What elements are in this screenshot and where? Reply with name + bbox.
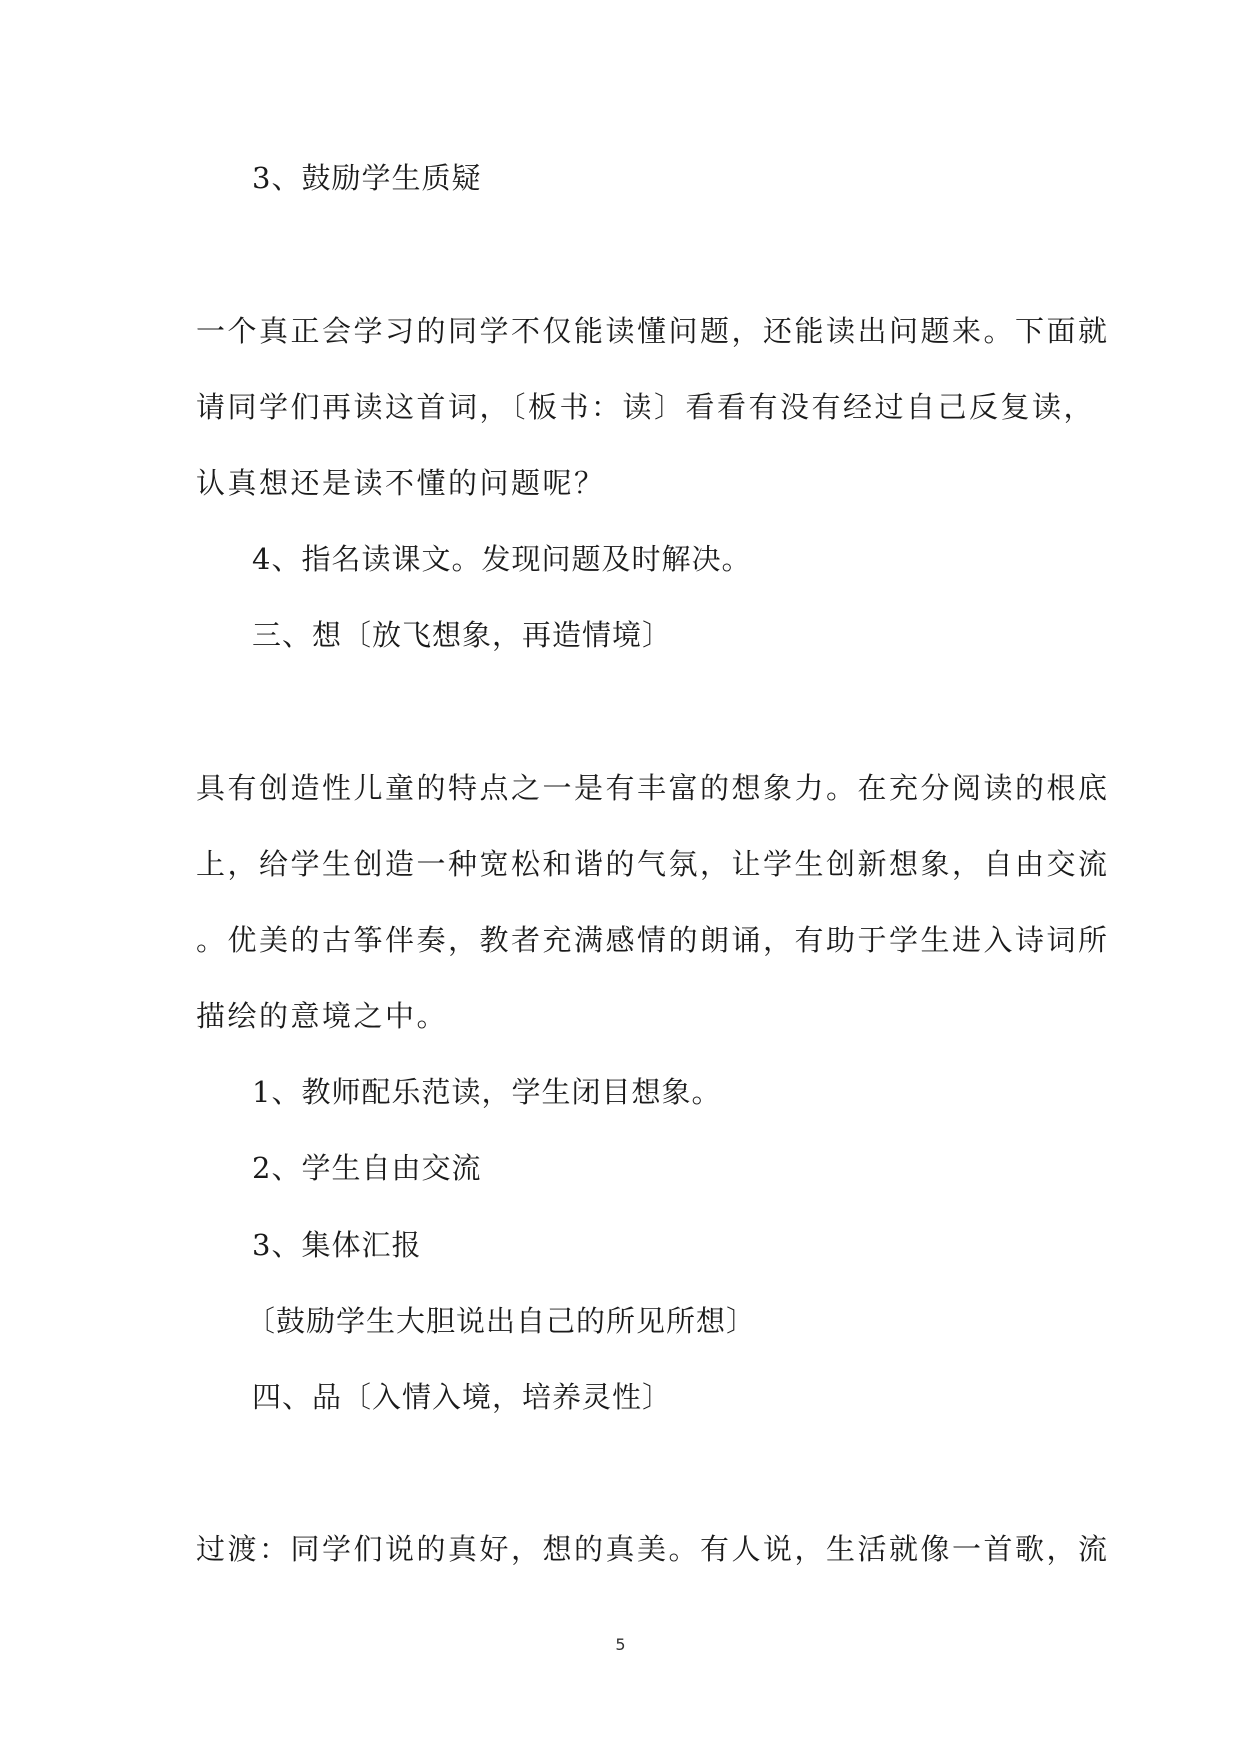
paragraph-line: 请同学们再读这首词，〔板书：读〕看看有没有经过自己反复读， bbox=[196, 390, 1096, 424]
section-heading: 三、想〔放飞想象，再造情境〕 bbox=[252, 618, 673, 652]
paragraph-line: 3、鼓励学生质疑 bbox=[252, 161, 482, 195]
paragraph-line: 一个真正会学习的同学不仅能读懂问题，还能读出问题来。下面就 bbox=[196, 314, 1110, 348]
paragraph-line: 。优美的古筝伴奏，教者充满感情的朗诵，有助于学生进入诗词所 bbox=[196, 923, 1110, 957]
paragraph-line: 2、学生自由交流 bbox=[252, 1151, 482, 1185]
paragraph-line: 〔鼓励学生大胆说出自己的所见所想〕 bbox=[246, 1304, 757, 1338]
paragraph-line: 过渡：同学们说的真好，想的真美。有人说，生活就像一首歌，流 bbox=[196, 1532, 1110, 1566]
paragraph-line: 认真想还是读不懂的问题呢？ bbox=[196, 466, 606, 500]
paragraph-line: 1、教师配乐范读，学生闭目想象。 bbox=[252, 1075, 722, 1109]
paragraph-line: 3、集体汇报 bbox=[252, 1228, 422, 1262]
paragraph-line: 描绘的意境之中。 bbox=[196, 999, 449, 1033]
paragraph-line: 具有创造性儿童的特点之一是有丰富的想象力。在充分阅读的根底 bbox=[196, 771, 1110, 805]
page-number: 5 bbox=[615, 1635, 626, 1654]
paragraph-line: 4、指名读课文。发现问题及时解决。 bbox=[252, 542, 752, 576]
paragraph-line: 上，给学生创造一种宽松和谐的气氛，让学生创新想象，自由交流 bbox=[196, 847, 1110, 881]
section-heading: 四、品〔入情入境，培养灵性〕 bbox=[252, 1380, 673, 1414]
